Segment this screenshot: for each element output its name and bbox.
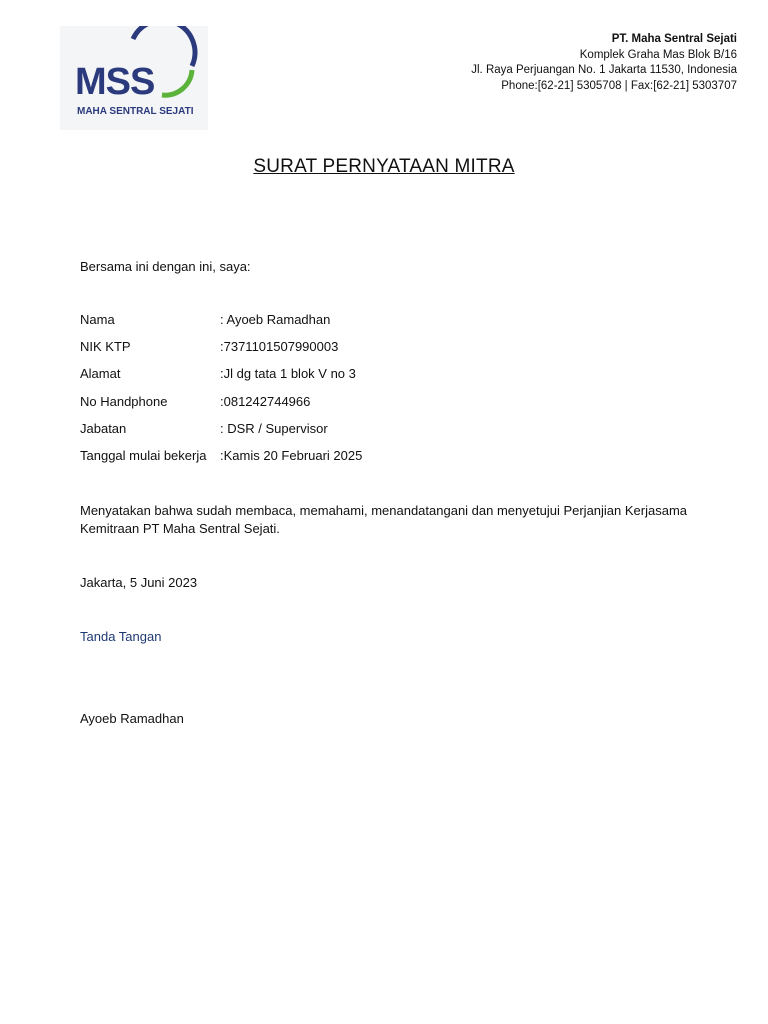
company-name: PT. Maha Sentral Sejati — [611, 33, 737, 45]
field-value: : Ayoeb Ramadhan — [220, 312, 331, 327]
field-label: No Handphone — [80, 393, 168, 409]
field-value: :Kamis 20 Februari 2025 — [220, 447, 363, 463]
field-value: :Jl dg tata 1 blok V no 3 — [220, 366, 356, 382]
logo-abbr: MSS — [75, 61, 155, 103]
logo-arc-green — [162, 70, 192, 95]
company-address-line1: Komplek Graha Mas Blok B/16 — [579, 48, 737, 61]
company-logo — [60, 26, 208, 130]
intro-text: Bersama ini dengan ini, saya: — [80, 259, 251, 274]
field-row-handphone — [80, 394, 362, 421]
logo-full-name: MAHA SENTRAL SEJATI — [77, 106, 194, 117]
field-label: NIK KTP — [80, 339, 131, 355]
field-label: Jabatan — [80, 420, 127, 436]
field-row-nama — [80, 312, 362, 339]
field-row-alamat — [80, 366, 362, 393]
signature-label: Tanda Tangan — [80, 629, 162, 644]
company-address-line2: Jl. Raya Perjuangan No. 1 Jakarta 11530, Indonesia — [471, 64, 737, 76]
field-label: Nama — [80, 312, 115, 327]
field-row-tanggal — [80, 448, 362, 475]
company-header — [471, 32, 737, 94]
field-value: :081242744966 — [220, 393, 311, 409]
field-label: Alamat — [80, 366, 121, 382]
mss-logo-graphic — [60, 26, 208, 130]
place-date: Jakarta, 5 Juni 2023 — [80, 575, 198, 590]
field-value: : DSR / Supervisor — [220, 420, 328, 436]
field-value: :7371101507990003 — [220, 339, 339, 355]
field-row-nik — [80, 339, 362, 366]
field-label: Tanggal mulai bekerja — [80, 447, 207, 463]
statement-text: Menyatakan bahwa sudah membaca, memahami, menandatangani dan menyetujui Perjanjian Kerjasama Kemitraan PT Maha Sentral Sejati. — [80, 503, 688, 536]
field-row-jabatan — [80, 421, 362, 448]
document-title: SURAT PERNYATAAN MITRA — [253, 156, 515, 177]
signer-name: Ayoeb Ramadhan — [80, 711, 184, 726]
logo-arc-blue — [133, 26, 195, 66]
company-contact: Phone:[62-21] 5305708 | Fax:[62-21] 5303707 — [501, 79, 737, 92]
identity-fields — [80, 312, 362, 475]
